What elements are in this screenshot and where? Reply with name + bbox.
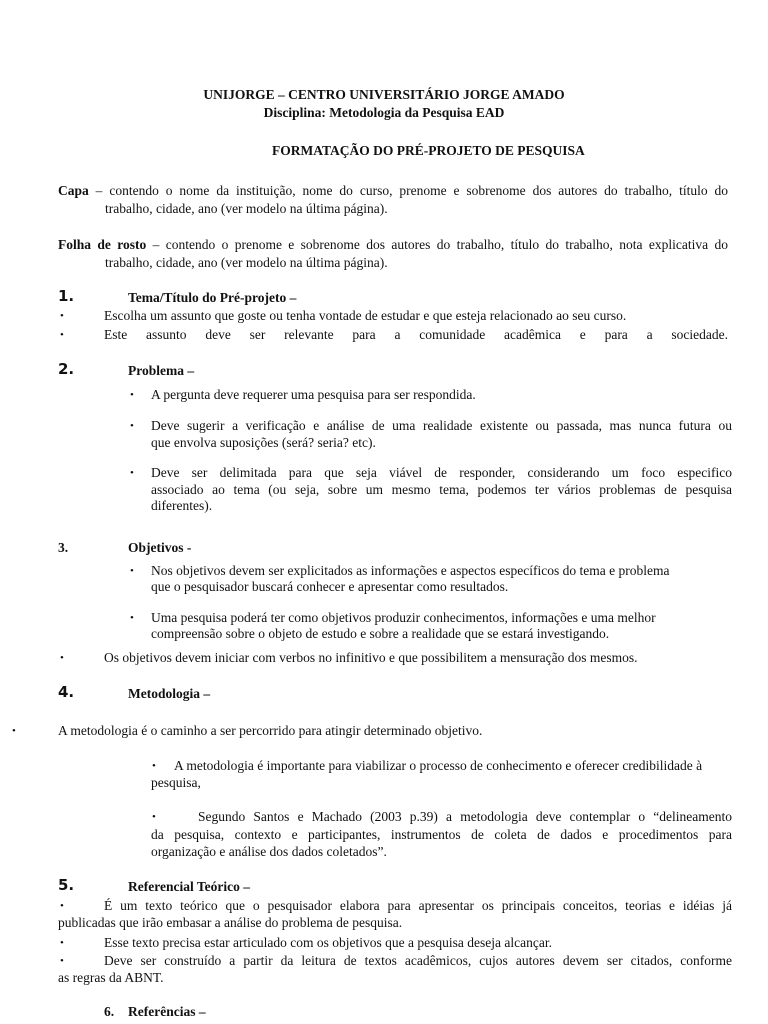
bullet-icon: • [130,612,134,624]
section-3-title: Objetivos - [128,540,192,555]
discipline-heading: Disciplina: Metodologia da Pesquisa EAD [263,105,505,120]
list-item: Uma pesquisa poderá ter como objetivos produzir conhecimentos, informações e uma melhor [151,610,656,625]
section-5-title: Referencial Teórico – [128,879,250,894]
bullet-icon: • [130,565,134,577]
capa-text: – contendo o nome da instituição, nome do curso, prenome e sobrenome dos autores do trabalho, título do [88,183,728,198]
list-item-cont: associado ao tema (ou seja, sobre um mesmo tema, podemos ter vários problemas de pesquisa [151,482,732,497]
folha-text-cont: trabalho, cidade, ano (ver modelo na última página). [105,255,388,270]
folha-label: Folha de rosto [58,237,147,252]
list-item: Este assunto deve ser relevante para a comunidade acadêmica e para a sociedade. [104,327,728,342]
list-item: Nos objetivos devem ser explicitados as informações e aspectos específicos do tema e problema [151,563,670,578]
capa-label: Capa [58,183,89,198]
list-item-cont: diferentes). [151,498,213,513]
list-item: Segundo Santos e Machado (2003 p.39) a metodologia deve contemplar o “delineamento [198,809,732,824]
section-4-number: 4. [58,683,75,701]
bullet-icon: • [60,955,64,967]
list-item: A metodologia é importante para viabilizar o processo de conhecimento e oferecer credibilidade à [174,758,703,773]
list-item: Os objetivos devem iniciar com verbos no infinitivo e que possibilitem a mensuração dos mesmos. [104,650,638,665]
bullet-icon: • [130,467,134,479]
list-item-cont: da pesquisa, contexto e participantes, instrumentos de coleta de dados e procedimentos para [151,827,732,842]
document-title: FORMATAÇÃO DO PRÉ-PROJETO DE PESQUISA [272,143,585,158]
section-5-number: 5. [58,876,75,894]
bullet-icon: • [12,725,16,737]
bullet-icon: • [130,420,134,432]
bullet-icon: • [152,760,156,772]
section-1-title: Tema/Título do Pré-projeto – [128,290,297,305]
section-2-number: 2. [58,360,75,378]
list-item-cont: organização e análise dos dados coletados”. [151,844,387,859]
folha-text: – contendo o prenome e sobrenome dos autores do trabalho, título do trabalho, nota explicativa do [146,237,728,252]
bullet-icon: • [60,937,64,949]
list-item: A metodologia é o caminho a ser percorrido para atingir determinado objetivo. [58,723,483,738]
section-6-number: 6. [104,1004,115,1019]
bullet-icon: • [152,811,156,823]
list-item: Deve sugerir a verificação e análise de uma realidade existente ou passada, mas nunca futura ou [151,418,732,433]
institution-heading: UNIJORGE – CENTRO UNIVERSITÁRIO JORGE AMADO [203,87,565,102]
list-item-cont: pesquisa, [151,775,201,790]
section-4-title: Metodologia – [128,686,211,701]
list-item-cont: compreensão sobre o objeto de estudo e sobre a realidade que se estará investigando. [151,626,610,641]
capa-text-cont: trabalho, cidade, ano (ver modelo na última página). [105,201,388,216]
bullet-icon: • [60,329,64,341]
folha-paragraph [58,236,728,254]
section-1-number: 1. [58,287,75,305]
list-item: É um texto teórico que o pesquisador elabora para apresentar os principais conceitos, teorias e idéias já [104,898,732,913]
section-2-title: Problema – [128,363,195,378]
list-item: Escolha um assunto que goste ou tenha vontade de estudar e que esteja relacionado ao seu curso. [104,308,627,323]
bullet-icon: • [60,652,64,664]
list-item: Esse texto precisa estar articulado com os objetivos que a pesquisa deseja alcançar. [104,935,552,950]
list-item-cont: publicadas que irão embasar a análise do problema de pesquisa. [58,915,403,930]
list-item: A pergunta deve requerer uma pesquisa para ser respondida. [151,387,476,402]
bullet-icon: • [130,389,134,401]
bullet-icon: • [60,310,64,322]
list-item: Deve ser delimitada para que seja viável de responder, considerando um foco especifico [151,465,732,480]
list-item-cont: que o pesquisador buscará conhecer e apresentar como resultados. [151,579,509,594]
section-3-number: 3. [58,540,69,555]
list-item-cont: que envolva suposições (será? seria? etc). [151,435,376,450]
section-6-title: Referências – [128,1004,206,1019]
capa-paragraph [58,182,728,200]
list-item: Deve ser construído a partir da leitura de textos acadêmicos, cujos autores devem ser citados, conforme [104,953,732,968]
list-item-cont: as regras da ABNT. [58,970,164,985]
bullet-icon: • [60,900,64,912]
